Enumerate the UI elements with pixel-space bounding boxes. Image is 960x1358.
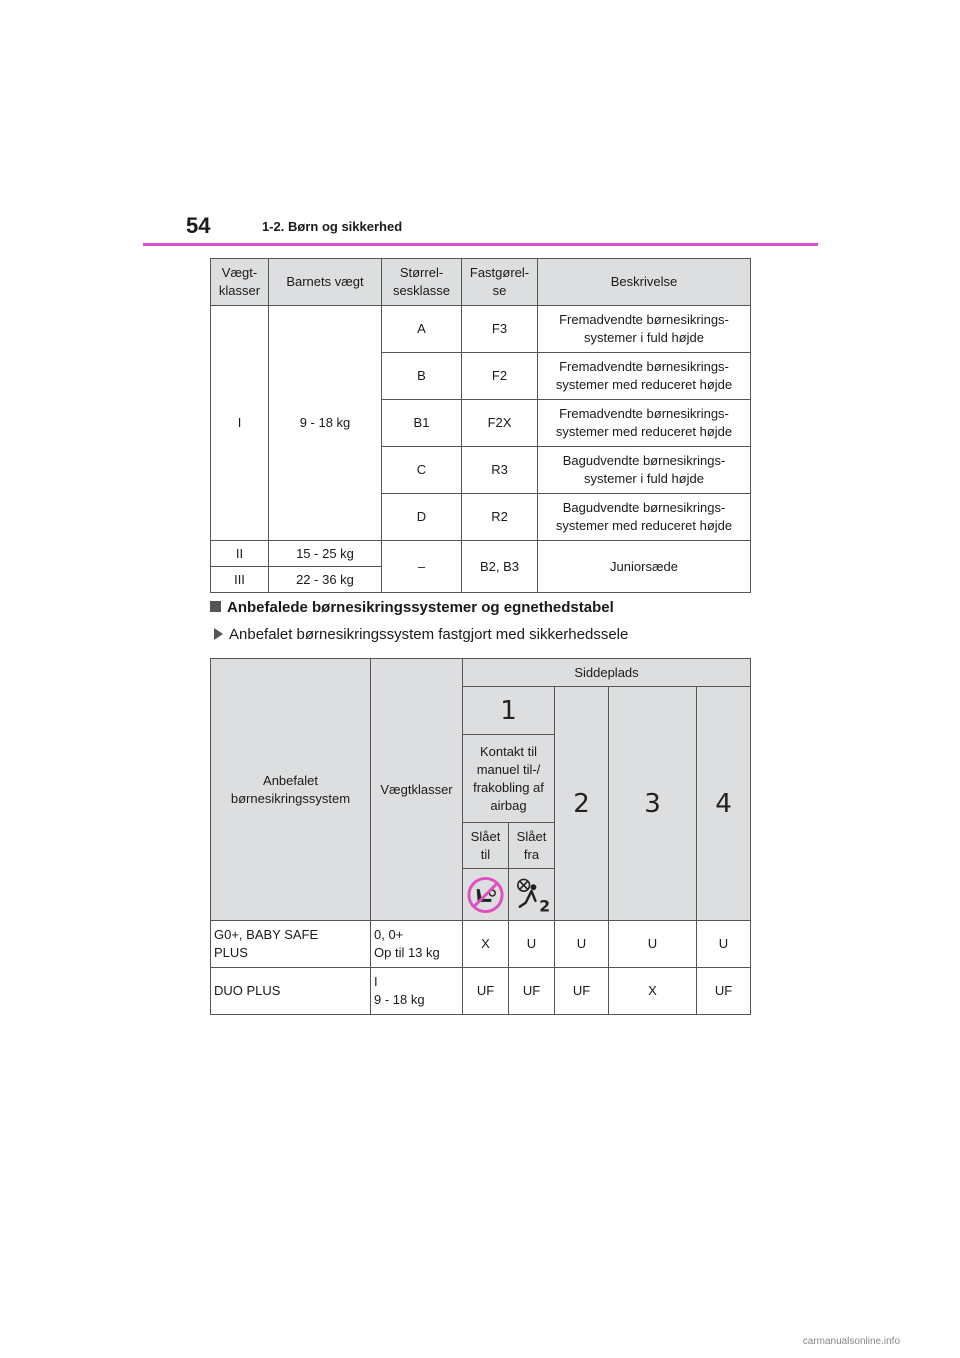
page-number: 54 bbox=[186, 213, 211, 238]
svg-text:2: 2 bbox=[539, 897, 551, 915]
fixture-cell: F3 bbox=[462, 306, 538, 353]
fixture-cell: F2 bbox=[462, 353, 538, 400]
airbag-off-indicator-icon bbox=[512, 875, 551, 915]
header-divider bbox=[143, 243, 818, 246]
section-heading bbox=[210, 599, 614, 616]
section-heading-text: Anbefalede børnesikringssystemer og egnethedstabel bbox=[227, 599, 614, 616]
description-cell: Fremadvendte børnesikrings- systemer med reduceret højde bbox=[538, 400, 751, 447]
child-weight-cell: 9 - 18 kg bbox=[269, 306, 382, 541]
sub-heading-text: Anbefalet børnesikringssystem fastgjort med sikkerhedssele bbox=[229, 626, 629, 643]
weight-cell: I 9 - 18 kg bbox=[371, 968, 463, 1015]
suitability-table bbox=[210, 658, 751, 1015]
seat-value-cell: X bbox=[609, 968, 697, 1015]
seat-value-cell: UF bbox=[555, 968, 609, 1015]
seat-value-cell: UF bbox=[697, 968, 751, 1015]
weight-class-cell: II bbox=[211, 541, 269, 567]
fixture-cell: B2, B3 bbox=[462, 541, 538, 593]
header-weight-classes: Vægtklasser bbox=[371, 659, 463, 921]
size-cell: B bbox=[382, 353, 462, 400]
seat-value-cell: U bbox=[555, 921, 609, 968]
header-fixture: Fastgørel- se bbox=[462, 259, 538, 306]
square-bullet-icon bbox=[210, 601, 221, 612]
description-cell: Fremadvendte børnesikrings- systemer med reduceret højde bbox=[538, 353, 751, 400]
weight-class-table bbox=[210, 258, 751, 593]
seat-number-4: 4 bbox=[715, 788, 732, 819]
airbag-on-icon-cell bbox=[463, 869, 509, 921]
header-seating-position: Siddeplads bbox=[463, 659, 751, 687]
airbag-off-icon-cell bbox=[509, 869, 555, 921]
seat-value-cell: U bbox=[509, 921, 555, 968]
size-cell: D bbox=[382, 494, 462, 541]
triangle-bullet-icon bbox=[214, 628, 223, 640]
fixture-cell: R2 bbox=[462, 494, 538, 541]
switch-off-header: Slået fra bbox=[509, 823, 555, 869]
weight-class-cell: I bbox=[211, 306, 269, 541]
header-recommended-system: Anbefalet børnesikringssystem bbox=[211, 659, 371, 921]
header-weight-class: Vægt- klasser bbox=[211, 259, 269, 306]
weight-cell: 0, 0+ Op til 13 kg bbox=[371, 921, 463, 968]
sub-heading bbox=[214, 626, 628, 643]
header-size-class: Størrel- sesklasse bbox=[382, 259, 462, 306]
description-cell: Bagudvendte børnesikrings- systemer i fuld højde bbox=[538, 447, 751, 494]
description-cell: Juniorsæde bbox=[538, 541, 751, 593]
description-cell: Bagudvendte børnesikrings- systemer med reduceret højde bbox=[538, 494, 751, 541]
fixture-cell: F2X bbox=[462, 400, 538, 447]
airbag-switch-header: Kontakt til manuel til-/ frakobling af airbag bbox=[463, 735, 555, 823]
weight-class-cell: III bbox=[211, 567, 269, 593]
seat-value-cell: UF bbox=[509, 968, 555, 1015]
description-cell: Fremadvendte børnesikrings- systemer i fuld højde bbox=[538, 306, 751, 353]
system-cell: G0+, BABY SAFE PLUS bbox=[211, 921, 371, 968]
watermark: carmanualsonline.info bbox=[802, 1336, 900, 1347]
header-description: Beskrivelse bbox=[538, 259, 751, 306]
child-weight-cell: 22 - 36 kg bbox=[269, 567, 382, 593]
airbag-on-child-seat-icon bbox=[466, 875, 505, 915]
seat-value-cell: U bbox=[697, 921, 751, 968]
system-cell: DUO PLUS bbox=[211, 968, 371, 1015]
seat-value-cell: U bbox=[609, 921, 697, 968]
seat-number-2: 2 bbox=[573, 788, 590, 819]
seat-2-header bbox=[555, 687, 609, 921]
section-title: 1-2. Børn og sikkerhed bbox=[262, 219, 403, 234]
seat-3-header bbox=[609, 687, 697, 921]
child-weight-cell: 15 - 25 kg bbox=[269, 541, 382, 567]
seat-value-cell: X bbox=[463, 921, 509, 968]
fixture-cell: R3 bbox=[462, 447, 538, 494]
seat-number-3: 3 bbox=[644, 788, 661, 819]
seat-1-header bbox=[463, 687, 555, 735]
switch-on-header: Slået til bbox=[463, 823, 509, 869]
size-cell: – bbox=[382, 541, 462, 593]
seat-4-header bbox=[697, 687, 751, 921]
size-cell: C bbox=[382, 447, 462, 494]
size-cell: B1 bbox=[382, 400, 462, 447]
size-cell: A bbox=[382, 306, 462, 353]
seat-number-1: 1 bbox=[500, 695, 517, 726]
seat-value-cell: UF bbox=[463, 968, 509, 1015]
header-child-weight: Barnets vægt bbox=[269, 259, 382, 306]
